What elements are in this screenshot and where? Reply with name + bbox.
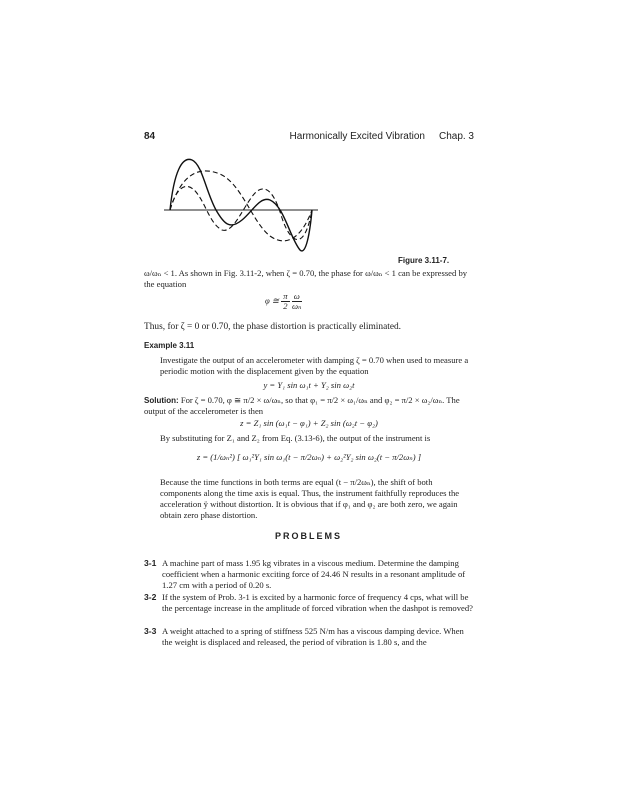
problem-text: A machine part of mass 1.95 kg vibrates in a viscous medium. Determine the damping coefficient when a harmonic exciting force of 24.46 N results in a resonant amplitude of 1.27 cm with a period of 0.20 s. [162,558,466,590]
problem-item [144,592,474,614]
waveform-figure [160,152,320,262]
page-number: 84 [144,131,156,142]
problems-heading: PROBLEMS [274,531,342,541]
solution-text: For ζ = 0.70, φ ≅ π/2 × ω/ωₙ, so that φ₁ = π/2 × ω₁/ωₙ and φ₂ = π/2 × ω₂/ωₙ. The output of the accelerometer is then [144,395,460,416]
frac2-num: ω [293,291,300,301]
header-right [276,131,474,142]
problem-text: If the system of Prob. 3-1 is excited by a harmonic force of frequency 4 cps, what will be the percentage increase in the amplitude of forced vibration when the dashpot is removed? [162,592,473,613]
phase-eq-frac1 [281,292,289,311]
output-equation: z = Z₁ sin (ω₁t − φ₁) + Z₂ sin (ω₂t − φ₂) [240,418,378,428]
chapter-label: Chap. 3 [438,131,474,142]
frac2-den: ωₙ [291,301,302,311]
phase-eq-lhs: φ ≅ [265,295,280,306]
displacement-equation: y = Y₁ sin ω₁t + Y₂ sin ω₂t [263,380,355,390]
conclusion-line: Thus, for ζ = 0 or 0.70, the phase distortion is practically eliminated. [144,322,402,332]
figure-caption: Figure 3.11-7. [398,256,450,265]
solution-label: Solution: [144,396,179,405]
fundamental-wave [170,171,312,241]
intro-paragraph: ω/ωₙ < 1. As shown in Fig. 3.11-2, when ζ = 0.70, the phase for ω/ωₙ < 1 can be expressed by the equation [144,268,468,289]
resultant-wave [170,159,312,251]
example-closing: Because the time functions in both terms are equal (t − π/2ωₙ), the shift of both components along the time axis is equal. Thus, the instrument faithfully reproduces the acceleration ÿ without distortion. It is obvious that if φ₁ and φ₂ are both zero, we again obtain zero phase distortion. [160,477,460,520]
running-title: Harmonically Excited Vibration [289,131,425,142]
problem-number: 3-1 [144,558,157,568]
problem-item [144,626,474,648]
problem-item [144,558,474,591]
example-statement: Investigate the output of an accelerometer with damping ζ = 0.70 when used to measure a periodic motion with the displacement given by the equation [160,355,469,376]
solution-paragraph [144,395,474,417]
frac1-num: π [283,291,288,301]
example-title: Example 3.11 [144,341,195,350]
problem-number: 3-2 [144,592,157,602]
problem-number: 3-3 [144,626,157,636]
substitution-text: By substituting for Z₁ and Z₂ from Eq. (3.13-6), the output of the instrument is [160,433,431,443]
phase-eq-frac2 [292,292,302,311]
phase-equation [265,292,302,311]
frac1-den: 2 [283,301,288,311]
problem-text: A weight attached to a spring of stiffness 525 N/m has a viscous damping device. When the weight is displaced and released, the period of vibration is 1.80 s, and the [162,626,464,647]
instrument-output-equation: z = (1/ωₙ²) [ ω₁²Y₁ sin ω₁(t − π/2ωₙ) + ω₂²Y₂ sin ω₂(t − π/2ωₙ) ] [196,452,422,462]
